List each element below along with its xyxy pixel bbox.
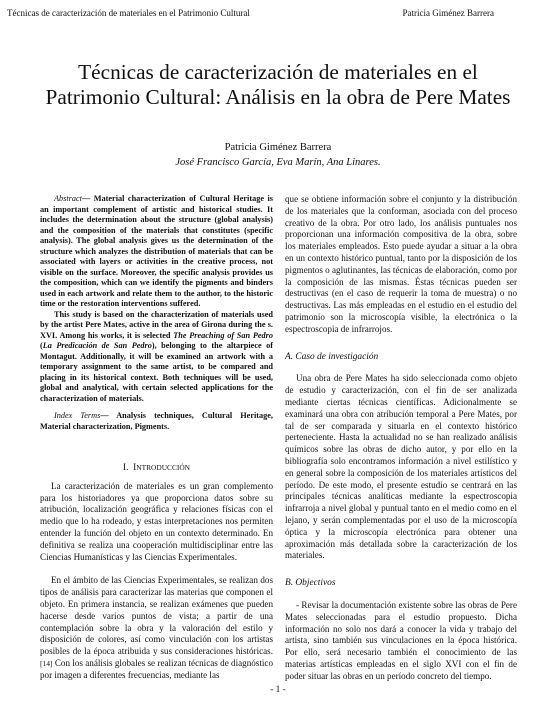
section-heading-introduction xyxy=(40,462,273,475)
abstract-text-1: — Material characterization of Cultural Heritage is an important complement of artistic and historical studies. It includes the determination about the structure (global analysis) and the composition of the materials that constitutes (specific analysis). The global analysis gives us the determination of the structure which analyzes the distribution of materials that can be associated with layers or activities in the creative process, not visible on the surface. Moreover, the specific analysis provides us the composition, which can we identify the pigments and binders used in each artwork and relate them to the author, to the historic time or the restoration interventions suffered. xyxy=(40,194,273,308)
continued-paragraph: que se obtiene información sobre el conjunto y la distribución de los materiales que la conforman, asociada con del proceso creativo de la obra. Por otro lado, los análisis puntuales nos proporcionan una información compositiva de la obra, sobre los materiales empleados. Esto puede ayudar a situar a la obra en un contexto histórico puntual, tanto por la disposición de los pigmentos o aglutinantes, las técnicas de elaboración, como por la composición de las mismas. Éstas técnicas pueden ser destructivas (en el caso de requerir la toma de muestra) o no destructivas. Las más empleadas en el estudio en el estudio del patrimonio son la microscopía visible, la electrónica o la espectroscopia de infrarrojos. xyxy=(285,194,517,334)
case-study-paragraph: Una obra de Pere Mates ha sido seleccionada como objeto de estudio y caracterización, con el fin de ser analizada mediante ciertas técnicas científicas. Adicionalmente se examinará una obra con atribución temporal a Pere Mates, por tal de ser comparada y situarla en el contexto histórico perteneciente. Hasta la actualidad no se han realizado análisis químicos sobre las obras de dicho autor, y por ello en la bibliografía solo encontramos información a nivel estilístico y en general sobre la composición de los materiales artísticos del período. De este modo, el presente estudio se centrará en las principales técnicas analíticas mediante la espectroscopia infrarroja a nivel global y puntual tanto en el medio como en el lejano, y serán complementadas por el uso de la microscopía óptica y la microscopía electrónica para obtener una aproximación más detallada sobre la caracterización de los materiales. xyxy=(285,373,517,561)
abstract-text-2b: ( xyxy=(40,341,43,350)
index-terms xyxy=(40,411,273,432)
abstract-paragraph-1 xyxy=(40,194,273,310)
left-column xyxy=(40,194,273,682)
subsection-heading-b: B. Objectivos xyxy=(285,578,336,589)
running-header-title: Técnicas de caracterización de materiales en el Patrimonio Cultural xyxy=(7,8,250,18)
section-number: I. xyxy=(122,463,129,473)
running-header-author: Patricia Giménez Barrera xyxy=(402,8,494,18)
objectives-paragraph: - Revisar la documentación existente sobre las obras de Pere Mates seleccionadas para el estudio propuesto. Dicha información no solo nos dará a conocer la vida y trabajo del artista, sino también sus vinculaciones en la época histórica. Por ello, será necesario también el conocimiento de las materias artísticas empleadas en el siglo XVI con el fin de poder situar las obras en un período concreto del tiempo. xyxy=(285,599,517,681)
index-terms-label: Index Terms xyxy=(54,411,101,420)
paper-title: Técnicas de caracterización de materiales en el Patrimonio Cultural: Análisis en la obra de Pere Mates xyxy=(45,60,511,109)
index-terms-text: — Analysis techniques, Cultural Heritage, Material characterization, Pigments. xyxy=(40,411,273,431)
section-title-rest: NTRODUCCIÓN xyxy=(136,463,191,472)
abstract-text-2c: ), belonging to the altarpiece of Montagut. Additionally, it will be examined an artwork with a temporary assignment to the same artist, to be compared and placing in its historical context. Both techniques will be used, global and analytical, with certain selected applications for the characterization of materials. xyxy=(40,341,273,403)
abstract-label: Abstract xyxy=(54,194,82,203)
abstract-paragraph-2 xyxy=(40,310,273,405)
page-number: - 1 - xyxy=(270,685,286,695)
intro-text-2-end: Con los análisis globales se realizan técnicas de diagnóstico por imagen a diferentes frecuencias, mediante las xyxy=(40,657,273,680)
coauthor-names: José Francisco García, Eva Marín, Ana Linares. xyxy=(175,157,381,168)
artwork-title-en: The Preaching of San Pedro xyxy=(173,330,273,340)
section-initial: I xyxy=(133,463,137,473)
citation-ref: [14] xyxy=(40,658,53,668)
author-name: Patricia Giménez Barrera xyxy=(224,142,332,153)
right-column xyxy=(285,194,517,682)
artwork-title-es: La Predicación de San Pedro xyxy=(42,341,152,350)
intro-paragraph-1: La caracterización de materiales es un gran complemento para los historiadores ya que proporciona datos sobre su atribución, localización geográfica y relaciones físicas con el medio que lo ha rodeado, y estas interpretaciones nos permiten entender la función del objeto en un contexto determinado. En definitiva se realiza una cooperación multidisciplinar entre las Ciencias Humanísticas y las Ciencias Experimentales. xyxy=(40,480,273,562)
abstract xyxy=(40,194,273,404)
abstract-text-2a: This study is based on the characterization of materials used by the artist Pere Mates, active in the area of Girona during the s. XVI. Among his works, it is selected xyxy=(40,309,273,340)
intro-text-2: En el ámbito de las Ciencias Experimentales, se realizan dos tipos de análisis para caracterizar las materias que componen el objeto. En primera instancia, se realizan exámenes que pueden hacerse desde varios puntos de vista; a partir de una contemplación sobre la obra y la valoración del estilo y disposición de colores, así como vinculación con los artistas posibles de la época atribuida y sus consideraciones históricas. xyxy=(40,575,273,657)
intro-paragraph-2 xyxy=(40,575,273,681)
subsection-heading-a: A. Caso de investigación xyxy=(285,351,379,362)
